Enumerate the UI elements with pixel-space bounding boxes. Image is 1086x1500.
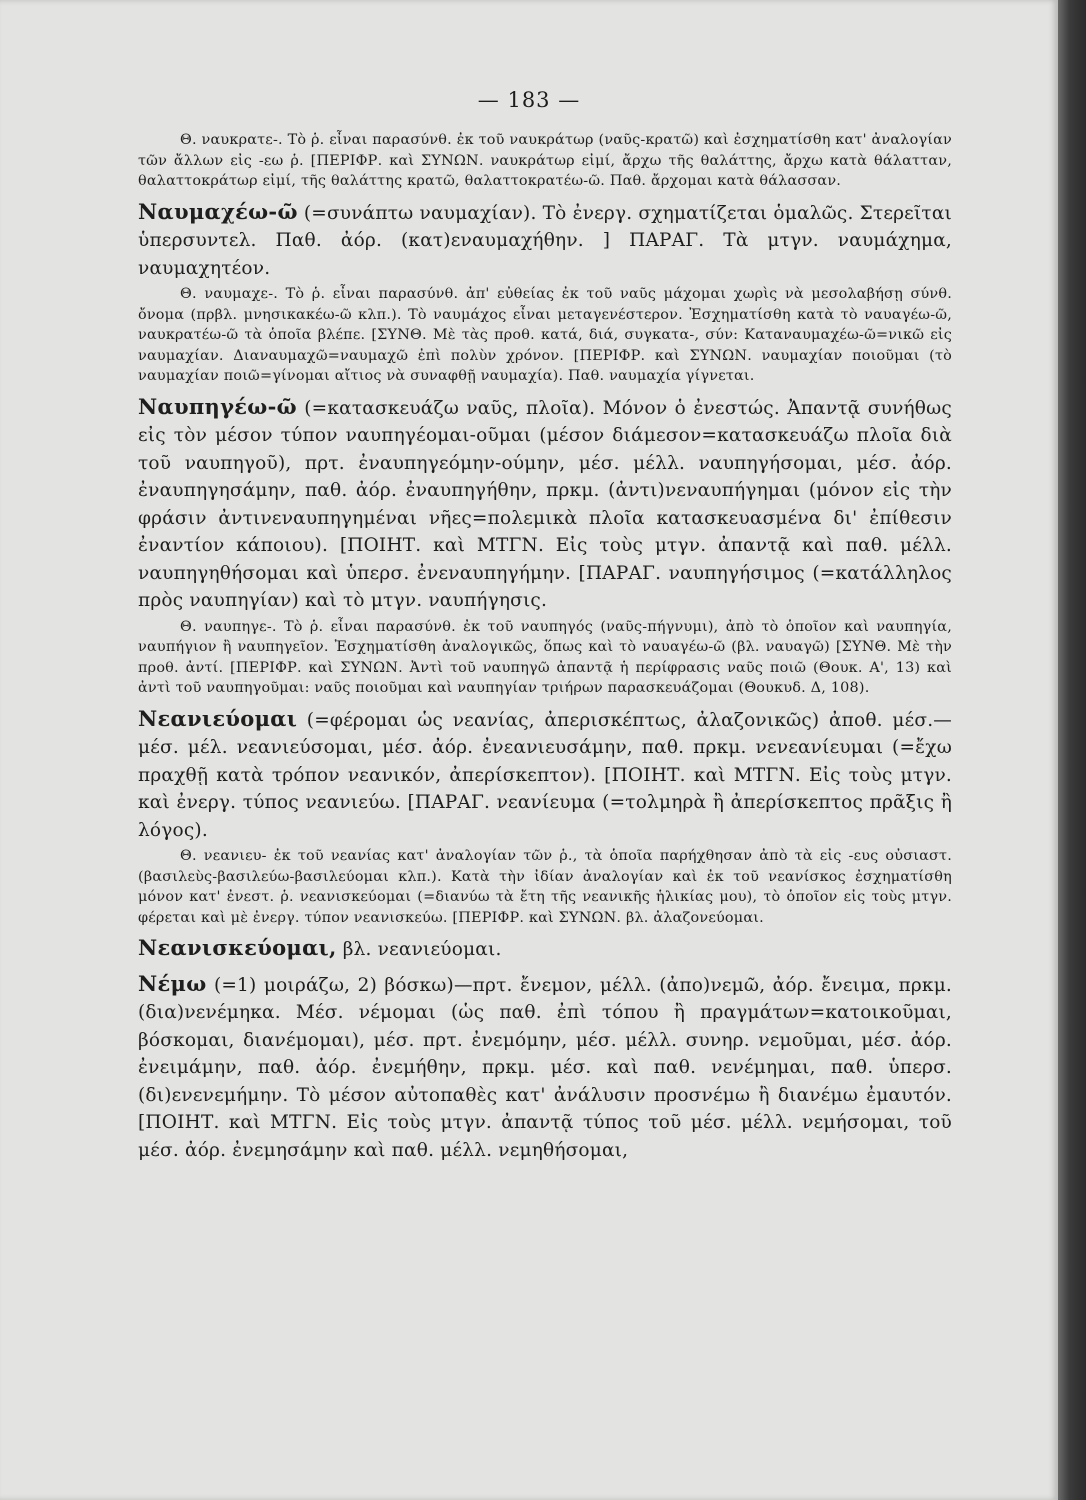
entry-nemo xyxy=(138,970,952,1165)
headword: Νεανιεύομαι xyxy=(138,705,298,731)
entry-body xyxy=(138,198,952,283)
entry-definition: βλ. νεανιεύομαι. xyxy=(336,939,502,960)
headword: Ναυμαχέω-ῶ xyxy=(138,198,298,224)
entry-neanieuomai xyxy=(138,705,952,929)
page-number: — 183 — xyxy=(477,88,581,112)
entry-nafkrateo-etymology xyxy=(138,130,952,192)
etymology-paragraph: Θ. ναυμαχε-. Τὸ ῥ. εἶναι παρασύνθ. ἀπ' εὐθείας ἐκ τοῦ ναῦς μάχομαι χωρὶς νὰ μεσολαβήσῃ σύνθ. ὄνομα (πρβλ. μνησικακέω-ῶ κλπ.). Τὸ ναυμάχος εἶναι μεταγενέστερον. Ἐσχηματίσθη κατὰ τὸ ναυαγέω-ῶ, ναυκρατέω-ῶ τὰ ὁποῖα βλέπε. [ΣΥΝΘ. Μὲ τὰς προθ. κατά, διά, συγκατα-, σύν: Καταναυμαχέω-ῶ=νικῶ εἰς ναυμαχίαν. Διαναυμαχῶ=ναυμαχῶ ἐπὶ πολὺν χρόνον. [ΠΕΡΙΦΡ. καὶ ΣΥΝΩΝ. ναυμαχίαν ποιοῦμαι (τὸ ναυμαχίαν ποιῶ=γίνομαι αἴτιος νὰ συναφθῇ ναυμαχία). Παθ. ναυμαχία γίγνεται. xyxy=(138,286,952,384)
entry-neaniskeuomai xyxy=(138,934,952,964)
entry-body xyxy=(138,705,952,845)
etymology-paragraph: Θ. ναυκρατε-. Τὸ ῥ. εἶναι παρασύνθ. ἐκ τοῦ ναυκράτωρ (ναῦς-κρατῶ) καὶ ἐσχηματίσθη κατ' ἀναλογίαν τῶν ἄλλων εἰς -εω ῥ. [ΠΕΡΙΦΡ. καὶ ΣΥΝΩΝ. ναυκράτωρ εἰμί, ἄρχω τῆς θαλάττης, ἄρχω κατὰ θάλατταν, θαλαττοκράτωρ εἰμί, τῆς θαλάττης κρατῶ, θαλαττοκρατέω-ῶ. Παθ. ἄρχομαι κατὰ θάλασσαν. xyxy=(138,132,952,189)
entry-body xyxy=(138,934,952,964)
entry-naupegeo xyxy=(138,393,952,699)
headword: Νέμω xyxy=(138,970,207,996)
etymology-paragraph: Θ. ναυπηγε-. Τὸ ῥ. εἶναι παρασύνθ. ἐκ τοῦ ναυπηγός (ναῦς-πήγνυμι), ἀπὸ τὸ ὁποῖον καὶ ναυπηγία, ναυπήγιον ἢ ναυπηγεῖον. Ἐσχηματίσθη ἀναλογικῶς, ὅπως καὶ τὸ ναυαγέω-ῶ (βλ. ναυαγῶ) [ΣΥΝΘ. Μὲ τὴν προθ. ἀντί. [ΠΕΡΙΦΡ. καὶ ΣΥΝΩΝ. Ἀντὶ τοῦ ναυπηγῶ ἀπαντᾷ ἡ περίφρασις ναῦς ποιῶ (Θουκ. Α', 13) καὶ ἀντὶ τοῦ ναυπηγοῦμαι: ναῦς ποιοῦμαι καὶ ναυπηγίαν τριήρων παρασκευάζομαι (Θουκυδ. Δ, 108). xyxy=(138,618,952,696)
entry-definition: (=συνάπτω ναυμαχίαν). Τὸ ἐνεργ. σχηματίζεται ὁμαλῶς. Στερεῖται ὑπερσυντελ. Παθ. ἀόρ. (κατ)εναυμαχήθην. ] ΠΑΡΑΓ. Τὰ μτγν. ναυμάχημα, ναυμαχητέον. xyxy=(138,202,952,279)
entry-body xyxy=(138,970,952,1165)
page-edge-shadow xyxy=(1058,0,1086,1500)
etymology-paragraph: Θ. νεανιευ- ἐκ τοῦ νεανίας κατ' ἀναλογίαν τῶν ῥ., τὰ ὁποῖα παρήχθησαν ἀπὸ τὰ εἰς -ευς οὐσιαστ. (βασιλεὺς-βασιλεύω-βασιλεύομαι κλπ.). Κατὰ τὴν ἰδίαν ἀναλογίαν καὶ ἐκ τοῦ νεανίσκος ἐσχηματίσθη μόνον κατ' ἐνεστ. ῥ. νεανισκεύομαι (=διανύω τὰ ἔτη τῆς νεανικῆς ἡλικίας μου), τὸ ὁποῖον εἰς τοὺς μτγν. φέρεται καὶ μὲ ἐνεργ. τύπον νεανισκεύω. [ΠΕΡΙΦΡ. καὶ ΣΥΝΩΝ. βλ. ἀλαζονεύομαι. xyxy=(138,848,952,926)
dictionary-text xyxy=(138,128,952,1170)
entry-body xyxy=(138,393,952,615)
headword: Νεανισκεύομαι, xyxy=(138,935,337,960)
entry-naumacheo xyxy=(138,198,952,387)
entry-definition: (=1) μοιράζω, 2) βόσκω)—πρτ. ἔνεμον, μέλλ. (ἀπο)νεμῶ, ἀόρ. ἔνειμα, πρκμ. (δια)νενέμηκα. Μέσ. νέμομαι (ὡς παθ. ἐπὶ τόπου ἢ πραγμάτων=κατοικοῦμαι, βόσκομαι, διανέμομαι), μέσ. πρτ. ἐνεμόμην, μέσ. μέλλ. συνηρ. νεμοῦμαι, μέσ. ἀόρ. ἐνειμάμην, παθ. ἀόρ. ἐνεμήθην, πρκμ. μέσ. καὶ παθ. νενέμημαι, παθ. ὑπερσ. (δι)ενενεμήμην. Τὸ μέσον αὐτοπαθὲς κατ' ἀνάλυσιν προσνέμω ἢ διανέμω ἐμαυτόν. [ΠΟΙΗΤ. καὶ ΜΤΓΝ. Εἰς τοὺς μτγν. ἀπαντᾷ τύπος τοῦ μέσ. μέλλ. νεμήσομαι, τοῦ μέσ. ἀόρ. ἐνεμησάμην καὶ παθ. μέλλ. νεμηθήσομαι, xyxy=(138,974,952,1161)
entry-definition: (=φέρομαι ὡς νεανίας, ἀπερισκέπτως, ἀλαζονικῶς) ἀποθ. μέσ.—μέσ. μέλ. νεανιεύσομαι, μέσ. ἀόρ. ἐνεανιευσάμην, παθ. πρκμ. νενεανίευμαι (=ἔχω πραχθῇ κατὰ τρόπον νεανικόν, ἀπερίσκεπτον). [ΠΟΙΗΤ. καὶ ΜΤΓΝ. Εἰς τοὺς μτγν. καὶ ἐνεργ. τύπος νεανιεύω. [ΠΑΡΑΓ. νεανίευμα (=τολμηρὰ ἢ ἀπερίσκεπτος πρᾶξις ἢ λόγος). xyxy=(138,709,952,841)
headword: Ναυπηγέω-ῶ xyxy=(138,393,297,419)
entry-definition: (=κατασκευάζω ναῦς, πλοῖα). Μόνον ὁ ἐνεστώς. Ἀπαντᾷ συνήθως εἰς τὸν μέσον τύπον ναυπηγέομαι-οῦμαι (μέσον διάμεσον=κατασκευάζω πλοῖα διὰ τοῦ ναυπηγοῦ), πρτ. ἐναυπηγεόμην-ούμην, μέσ. μέλλ. ναυπηγήσομαι, μέσ. ἀόρ. ἐναυπηγησάμην, παθ. ἀόρ. ἐναυπηγήθην, πρκμ. (ἀντι)νεναυπήγημαι (μόνον εἰς τὴν φράσιν ἀντινεναυπηγημέναι νῆες=πολεμικὰ πλοῖα κατασκευασμένα δι' ἐπίθεσιν ἐναντίον κάποιου). [ΠΟΙΗΤ. καὶ ΜΤΓΝ. Εἰς τοὺς μτγν. ἀπαντᾷ καὶ παθ. μέλλ. ναυπηγηθήσομαι καὶ ὑπερσ. ἐνεναυπηγήμην. [ΠΑΡΑΓ. ναυπηγήσιμος (=κατάλληλος πρὸς ναυπηγίαν) καὶ τὸ μτγν. ναυπήγησις. xyxy=(138,397,952,611)
